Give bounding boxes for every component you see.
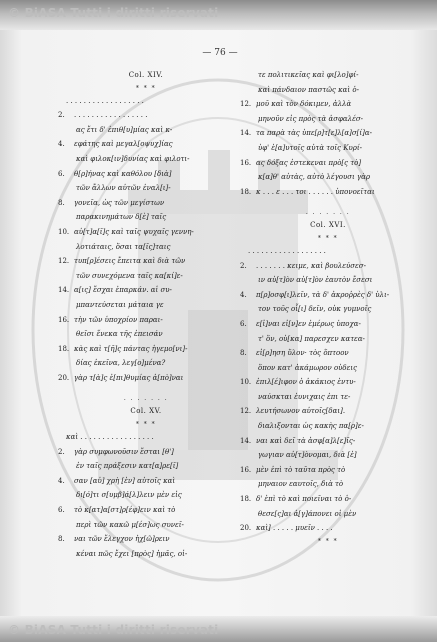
line-text: τῶν ἄλλων αὐτῶν ἐναλ[ι]- [76, 184, 171, 193]
line-text: ας δόξας ἐστεκεναι πρὸ[ς τὸ] [256, 158, 362, 167]
line-text: ναι τῶν ἔλεγχον ἠχ[ῶ]ρειν [74, 535, 170, 544]
text-line [242, 273, 414, 288]
text-line [60, 298, 232, 313]
text-line [60, 342, 232, 357]
line-text: τυπ[ρ]έσεις ἔπειτα καὶ διὰ τῶν [74, 257, 186, 266]
text-line [242, 185, 414, 200]
line-text: κ[α]θ' αὐτὰς, αὐτὸ λέγουσι γὰρ [258, 173, 371, 182]
right-text-column [242, 68, 414, 547]
text-line [60, 430, 232, 445]
text-line [242, 317, 414, 332]
line-text: τῶν συνεχόμενα ταῖς κα[κί]ε- [76, 271, 183, 280]
text-line [60, 356, 232, 371]
line-text: τὸ κ[ατ]α[στ]ρ[έφ]ειν καὶ τὸ [74, 506, 176, 515]
line-number: 18. [58, 344, 70, 353]
text-line [242, 244, 414, 259]
text-line [242, 463, 414, 478]
line-text: θ[ρ]ήνας καὶ καθόλου [διὰ] [74, 169, 172, 178]
text-line [242, 126, 414, 141]
ornament-dots: . . . . . . . [305, 209, 351, 217]
line-text: εφάτης καὶ μεγαλ[οψυχ]ίας [74, 140, 173, 149]
text-line [242, 477, 414, 492]
watermark-bottom-text: © BiASA Tutti i diritti riservati [8, 623, 219, 637]
column-gap [242, 199, 414, 207]
column-heading: Col. XV. [130, 407, 162, 416]
line-text: κέναι πῶς ἔχει [πρὸς] ἡμᾶς, οἱ- [76, 549, 188, 558]
line-number: 6. [58, 506, 65, 515]
line-text: θεσε[ς]αι ἀ[γ]άπονει οἱ μὲν [258, 509, 357, 518]
line-text: αὐ[τ]α[ῖ]ς καὶ ταῖς ψυχαῖς γεννη- [74, 227, 194, 236]
ornament-dots: * * * [135, 84, 157, 92]
line-number: 18. [240, 495, 252, 504]
line-text: ὅπον κατ' ἀκάμωρον οὐδεις [258, 363, 358, 372]
line-number: 2. [58, 447, 65, 456]
text-line [242, 141, 414, 156]
text-line [60, 313, 232, 328]
line-text: καὶ φιλοκ[ιν]δυνίας καὶ φιλοτι- [76, 154, 190, 163]
line-text: σαν [αὐ] χρὴ [ἐν] αὐτοῖς καὶ [74, 476, 176, 485]
text-line [60, 123, 232, 138]
ornament-dots: * * * [317, 234, 339, 242]
line-number: 12. [240, 100, 252, 109]
line-text: α[ις] ἔσχαι ἐπαρκάν. αἱ συ- [74, 286, 172, 295]
text-line [242, 346, 414, 361]
text-line [242, 332, 414, 347]
line-text: περὶ τῶν κακῶ μ[έσ]ως συνεῖ- [76, 520, 184, 529]
line-text: π[ρ]οσφ[ι]λεῖν, τὰ δ' ἀκροῤρὲς δ' ὑλι- [256, 290, 390, 299]
line-text: μηνοῦν εἰς πρὸς τὰ ἀσφαλέσ- [258, 114, 363, 123]
left-text-column [60, 68, 232, 561]
text-line [242, 112, 414, 127]
text-line [242, 170, 414, 185]
line-number: 10. [240, 378, 252, 387]
line-text: γὰρ συμφωνοῦσιν ἔσται [θ'] [74, 447, 174, 456]
line-text: καὶ] . . . . . μυεῖν . . . . [256, 524, 333, 533]
line-text: ιν αὐ[τ]ὸν αὐ[τ]ὸν ἑαυτὸν ἔσεσι [258, 276, 373, 285]
line-number: 6. [58, 169, 65, 178]
line-number: 10. [58, 227, 70, 236]
text-line [60, 196, 232, 211]
line-number: 16. [240, 158, 252, 167]
text-line [60, 518, 232, 533]
text-line [60, 137, 232, 152]
line-number: 8. [58, 535, 65, 544]
line-text: λοτιάταις, ὅσαι τα[ῖς]ταις [76, 242, 171, 251]
line-text: τον τοῦς οἷ[ι] δεῖν, οὐκ γυμνοῖς [258, 305, 372, 314]
column-heading: Col. XVI. [310, 221, 346, 230]
line-number: 8. [58, 198, 65, 207]
text-line [60, 240, 232, 255]
text-line [242, 507, 414, 522]
text-line [60, 532, 232, 547]
line-text: κ . . . ε . . . τοι . . . . . . ὑπονοεῖται [256, 187, 375, 196]
line-text: λευτήσωνον αὐτοῖς[δαι]. [256, 407, 346, 416]
ornament-dots: * * * [135, 421, 157, 429]
text-line [60, 445, 232, 460]
text-line [60, 94, 232, 109]
text-line [60, 459, 232, 474]
text-line [242, 375, 414, 390]
text-line [60, 225, 232, 240]
line-number: 14. [58, 286, 70, 295]
line-number: 2. [240, 261, 247, 270]
line-number: 14. [240, 129, 252, 138]
text-line [60, 269, 232, 284]
line-text: γωγιαν αὐ[τ]ὸνομαι, διὰ [ἐ] [258, 451, 357, 460]
line-number: 14. [240, 436, 252, 445]
text-line [242, 419, 414, 434]
line-number: 2. [58, 111, 65, 120]
text-line [60, 283, 232, 298]
line-text: τε πολιτικεῖας καὶ φι[λο]φί- [258, 71, 359, 79]
text-line [60, 488, 232, 503]
text-line [60, 108, 232, 123]
line-number: 12. [240, 407, 252, 416]
line-text: ε[ἰ]ναι εἰ[ν]εν ἐμέρως ὑποχα- [256, 319, 361, 328]
line-number: 4. [58, 140, 65, 149]
line-text: εἰ[ρ]ηση ὕλον· τὸς ὅπτοον [256, 349, 349, 358]
line-number: 20. [58, 373, 70, 382]
text-line [242, 448, 414, 463]
line-text: δι[ό]τι σ[υμβ]ά[λ]λειν μὲν εἰς [76, 491, 182, 500]
line-text: διαλιξονται ὡς κακὴς πα[ρ]ε- [258, 422, 364, 431]
text-line [242, 434, 414, 449]
line-text: τα παρὰ τὰς ὑπε[ρ]τ[ε]λ[α]σ[ί]α- [256, 129, 372, 138]
line-number: 8. [240, 349, 247, 358]
line-text: δίας ἐκεῖνα, λεγ[ο]μένα? [76, 359, 166, 368]
line-number: 6. [240, 319, 247, 328]
ornament-dots: . . . . . . . [123, 395, 169, 403]
text-line [242, 83, 414, 98]
line-text: καὶ πάνδαιον παστῶς καὶ ὁ- [258, 85, 359, 94]
text-line [60, 371, 232, 386]
column-heading: Col. XIV. [128, 71, 164, 79]
text-line [60, 474, 232, 489]
text-line [60, 327, 232, 342]
line-number: 20. [240, 524, 252, 533]
line-text: . . . . . . . . . . . . . . . . . . [248, 246, 326, 255]
line-text: . . . . . . . κειμε, καὶ βουλεύσεσ- [256, 261, 366, 270]
line-text: . . . . . . . . . . . . . . . . . . [66, 96, 144, 105]
text-line [242, 68, 414, 83]
text-line [60, 210, 232, 225]
line-text: γὰρ τ[ὰ]ς ἐ[πι]θυμίας ἀ[πὸ]ναι [74, 373, 184, 382]
text-line [60, 181, 232, 196]
text-line [242, 259, 414, 274]
text-line [242, 361, 414, 376]
line-text: ὑφ' ἑ[α]υτοῖς αὐτὰ τοῖς Κυρί- [258, 143, 362, 152]
line-text: ἐν ταῖς πράξεσιν κατ[α]ρε[ῖ] [76, 462, 179, 471]
line-text: παρακινημάτων δ[ὲ] ταῖς [76, 213, 167, 222]
line-number: 16. [240, 465, 252, 474]
text-line [242, 288, 414, 303]
text-line [242, 302, 414, 317]
line-text: μοῦ καὶ τὸν δόκιμεν, ἀλλὰ [256, 100, 352, 109]
line-text: . . . . . . . . . . . . . . . . . [74, 111, 148, 120]
line-text: καὶ . . . . . . . . . . . . . . . . . [66, 433, 154, 442]
text-line [242, 404, 414, 419]
line-text: γονεῖα, ὡς τῶν μεγίστων [74, 198, 165, 207]
text-line [242, 156, 414, 171]
line-text: μηναιον εαυτοῖς, διὰ τὸ [258, 480, 344, 489]
text-line [60, 167, 232, 182]
text-line [242, 492, 414, 507]
line-text: θεῖσι ἕνεκα τῆς ἐπεισάν [76, 330, 163, 339]
text-line [60, 152, 232, 167]
line-number: 4. [58, 476, 65, 485]
line-text: ας ἔτι δ' ἐπιθ[υ]μίας καὶ κ- [76, 125, 173, 134]
line-text: ἐπιλ[έ]ιφον ὁ ἀκάκιος ἐντυ- [256, 378, 356, 387]
watermark-top-text: © BiASA Tutti i diritti riservati [8, 6, 219, 20]
line-text: ναι καὶ δεῖ τὰ ἀσφ[α]λ[ε]ῖς- [256, 436, 356, 445]
line-number: 16. [58, 315, 70, 324]
line-text: μπαντεύσεται μάταια γε [76, 300, 164, 309]
text-line [242, 521, 414, 536]
line-text: δ' ἐπὶ τὸ καὶ ποιεῖναι τὸ ὁ- [256, 495, 352, 504]
line-text: τὴν τῶν ὑποχρίον παραι- [74, 315, 163, 324]
text-line [60, 254, 232, 269]
line-number: 4. [240, 290, 247, 299]
page-number: — 76 — [202, 48, 238, 58]
line-number: 18. [240, 187, 252, 196]
line-text: τ' ὅν, οὐ[κα] παρεσχεν κατεα- [258, 334, 365, 343]
text-line [60, 547, 232, 562]
text-line [242, 97, 414, 112]
text-line [242, 390, 414, 405]
text-line [60, 503, 232, 518]
line-number: 12. [58, 257, 70, 266]
line-text: ναύσκται ἐυνιχαις ἐπι τε- [258, 392, 351, 401]
ornament-dots: * * * [317, 537, 339, 545]
column-gap [60, 385, 232, 393]
line-text: κὰς καὶ τ[ῆ]ς πάντας ἡγεμο[νι]- [74, 344, 188, 353]
line-text: μὲν ἐπὶ τὸ ταῦτα πρὸς τὸ [256, 465, 346, 474]
